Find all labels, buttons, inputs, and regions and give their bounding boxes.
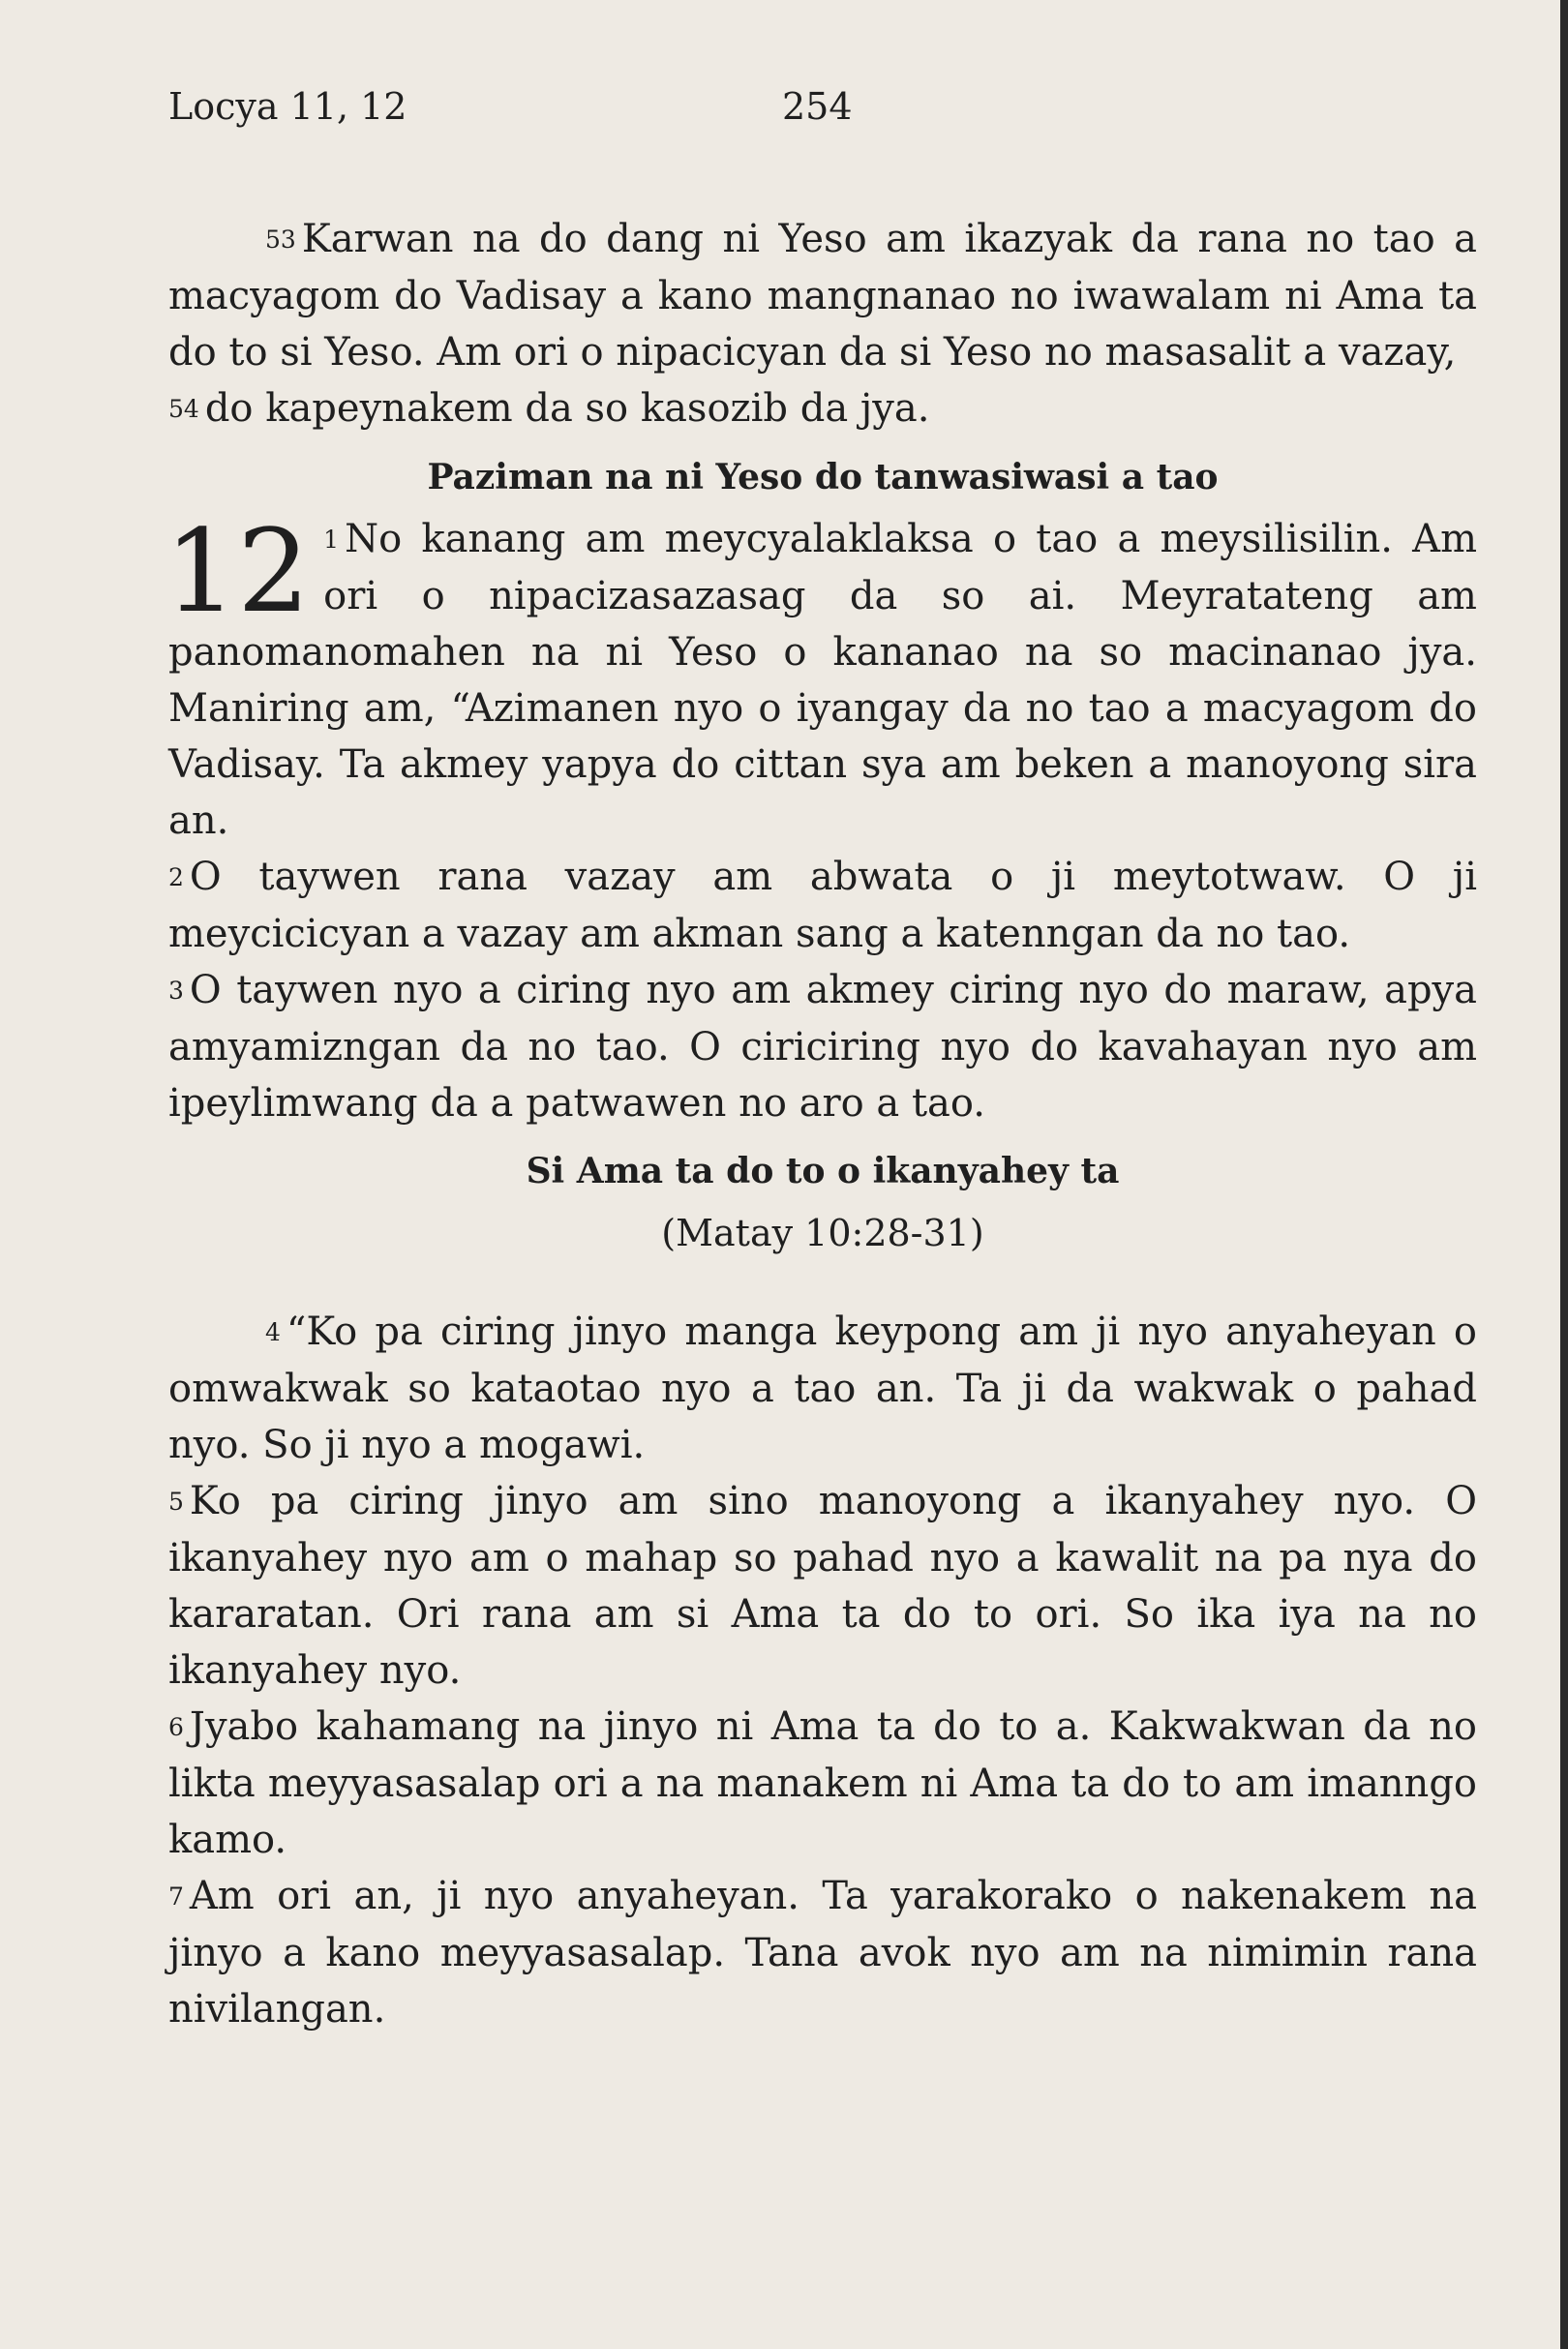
page-number: 254 [782,85,853,128]
verse-number: 7 [168,1882,184,1911]
verse-text: Ko pa ciring jinyo am sino manoyong a ikanyahey nyo. O ikanyahey nyo am o mahap so pahad nyo a kawalit na pa nya do kararatan. Ori rana am si Ama ta do to ori. So ika iya na no ikanyahey nyo. [168,1479,1477,1693]
verse-54 [168,380,1477,437]
section-heading: Si Ama ta do to o ikanyahey ta [526,1151,1120,1191]
verse-number: 4 [265,1318,281,1346]
page-header [0,85,1568,143]
verse-6 [168,1699,1477,1868]
verse-text: O taywen rana vazay am abwata o ji meytotwaw. O ji meycicicyan a vazay am akman sang a katenngan da no tao. [168,855,1477,956]
verse-1 [165,504,1477,849]
verse-number: 1 [323,526,340,554]
chapter-reference: Locya 11, 12 [168,85,407,128]
verse-number: 5 [168,1488,184,1516]
verse-7 [168,1868,1477,2037]
verse-number: 3 [168,977,184,1005]
chapter-number: 12 [165,504,311,638]
verse-3 [168,962,1477,1131]
verse-text: Karwan na do dang ni Yeso am ikazyak da rana no tao a macyagom do Vadisay a kano mangnanao no iwawalam ni Ama ta do to si Yeso. Am ori o nipacicyan da si Yeso no masasalit a vazay, [168,217,1477,375]
page-body [165,211,1477,2037]
verse-text: Jyabo kahamang na jinyo ni Ama ta do to a. Kakwakwan da no likta meyyasasalap ori a na manakem ni Ama ta do to am imanngo kamo. [168,1704,1477,1862]
page-spine-edge [1560,0,1568,2349]
verse-text: No kanang am meycyalaklaksa o tao a meysilisilin. Am ori o nipacizasazasag da so ai. Meyratateng am panomanomahen na ni Yeso o kananao na so macinanao jya. Maniring am, “Azimanen nyo o iyangay da no tao a macyagom do Vadisay. Ta akmey yapya do cittan sya am beken a manoyong sira an. [168,517,1477,843]
verse-text: Am ori an, ji nyo anyaheyan. Ta yarakorako o nakenakem na jinyo a kano meyyasasalap. Tana avok nyo am na nimimin rana nivilangan. [168,1874,1477,2032]
verse-number: 6 [168,1713,184,1741]
verse-4 [168,1304,1477,1473]
verse-number: 53 [265,226,296,254]
parallel-reference: (Matay 10:28-31) [661,1212,984,1254]
verse-text: O taywen nyo a ciring nyo am akmey ciring nyo do maraw, apya amyamizngan da no tao. O ciriciring nyo do kavahayan nyo am ipeylimwang da a patwawen no aro a tao. [168,968,1477,1126]
section-heading: Paziman na ni Yeso do tanwasiwasi a tao [427,457,1219,497]
verse-5 [168,1473,1477,1699]
verse-53 [168,211,1477,380]
verse-number: 54 [168,395,199,423]
verse-2 [168,849,1477,962]
verse-number: 2 [168,863,184,891]
verse-text: do kapeynakem da so kasozib da jya. [204,386,930,431]
verse-text: “Ko pa ciring jinyo manga keypong am ji nyo anyaheyan o omwakwak so kataotao nyo a tao an. Ta ji da wakwak o pahad nyo. So ji nyo a mogawi. [168,1310,1477,1467]
